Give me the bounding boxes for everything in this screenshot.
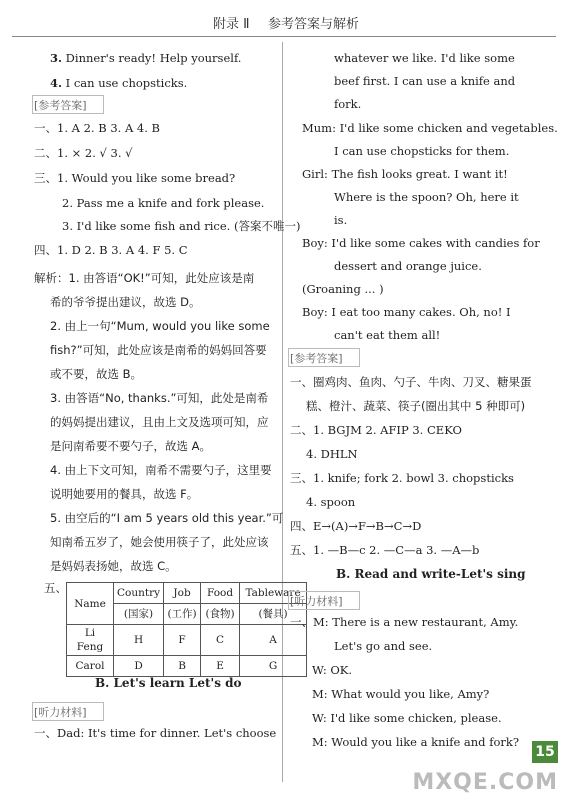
explanation-line: 的妈妈提出建议，且由上文及选项可知，应 xyxy=(50,415,269,429)
transcript-line: Mum: I'd like some chicken and vegetables. xyxy=(302,121,558,135)
answer-line: 4. spoon xyxy=(306,495,356,509)
transcript-line: whatever we like. I'd like some xyxy=(334,51,515,65)
transcript-line: fork. xyxy=(334,97,362,111)
watermark-logo: MXQE.COM xyxy=(412,770,558,795)
transcript-line: Boy: I eat too many cakes. Oh, no! I xyxy=(302,305,511,319)
table-row xyxy=(67,625,307,656)
explanation-line: 5. 由空后的“I am 5 years old this year.”可 xyxy=(50,511,284,525)
table-cell: D xyxy=(114,656,164,677)
table-cell: A xyxy=(240,625,307,656)
table-header: Country xyxy=(114,583,164,604)
table-header-cn: (餐具) xyxy=(240,604,307,625)
listen-line: M: What would you like, Amy? xyxy=(312,687,490,701)
explanation-line: 希的爷爷提出建议，故选 D。 xyxy=(50,295,201,309)
table-header: Food xyxy=(201,583,240,604)
answer-line: 一、1. A 2. B 3. A 4. B xyxy=(34,121,160,135)
explanation-line: 3. 由答语“No, thanks.”可知，此处是南希 xyxy=(50,391,269,405)
explanation-line: 4. 由上下文可知，南希不需要勺子，这里要 xyxy=(50,463,272,477)
table-header: Name xyxy=(67,583,114,625)
answer-line: 一、圈鸡肉、鱼肉、勺子、牛肉、刀叉、糖果蛋 xyxy=(290,375,532,389)
answer-line: 4. DHLN xyxy=(306,447,358,461)
table-cell: Carol xyxy=(67,656,114,677)
transcript-line: I can use chopsticks for them. xyxy=(334,144,510,158)
table-header: Tableware xyxy=(240,583,307,604)
section-five-label: 五、 xyxy=(44,581,67,595)
listen-line: W: OK. xyxy=(312,663,353,677)
answer-line: 二、1. BGJM 2. AFIP 3. CEKO xyxy=(290,423,462,437)
answer-line: 五、1. —B—c 2. —C—a 3. —A—b xyxy=(290,543,480,557)
answer-line: 四、E→(A)→F→B→C→D xyxy=(290,519,422,533)
header-rule xyxy=(12,36,556,37)
explanation-line: 2. 由上一句“Mum, would you like some xyxy=(50,319,270,333)
explanation-line: 知南希五岁了，她会使用筷子了，此处应该 xyxy=(50,535,269,549)
explanation-line: 说明她要用的餐具，故选 F。 xyxy=(50,487,199,501)
table-cell: E xyxy=(201,656,240,677)
listen-label: [听力材料] xyxy=(290,595,343,608)
transcript-line: is. xyxy=(334,213,348,227)
explanation-line: 解析：1. 由答语“OK!”可知，此处应该是南 xyxy=(34,271,255,285)
explanation-line: 是妈妈表扬她，故选 C。 xyxy=(50,559,177,573)
transcript-line: (Groaning ... ) xyxy=(302,282,384,296)
answer-line: 糕、橙汁、蔬菜、筷子(圈出其中 5 种即可) xyxy=(306,399,526,413)
explanation-line: 是问南希要不要勺子，故选 A。 xyxy=(50,439,212,453)
answer-line: 3. I'd like some fish and rice. (答案不唯一) xyxy=(62,219,301,233)
section-title-right: B. Read and write-Let's sing xyxy=(336,567,526,581)
answer-line: 二、1. × 2. √ 3. √ xyxy=(34,146,133,160)
table-header: Job xyxy=(164,583,201,604)
listen-line: M: Would you like a knife and fork? xyxy=(312,735,520,749)
header-title: 参考答案与解析 xyxy=(268,17,360,32)
answer-table xyxy=(66,582,307,677)
transcript-line: beef first. I can use a knife and xyxy=(334,74,516,88)
answer-line: 2. Pass me a knife and fork please. xyxy=(62,196,265,210)
table-cell: Li Feng xyxy=(67,625,114,656)
listen-line: Let's go and see. xyxy=(334,639,433,653)
table-header-cn: (工作) xyxy=(164,604,201,625)
section-title-left: B. Let's learn Let's do xyxy=(95,676,242,690)
table-cell: F xyxy=(164,625,201,656)
page-header xyxy=(0,0,568,40)
text-line: 3. Dinner's ready! Help yourself. xyxy=(50,51,242,65)
listen-line: 一、Dad: It's time for dinner. Let's choose xyxy=(34,726,277,740)
table-header-cn: (国家) xyxy=(114,604,164,625)
table-cell: C xyxy=(201,625,240,656)
table-row xyxy=(67,656,307,677)
page-number: 15 xyxy=(532,741,558,763)
answer-label: [参考答案] xyxy=(34,99,87,112)
explanation-line: 或不要，故选 B。 xyxy=(50,367,143,381)
transcript-line: can't eat them all! xyxy=(334,328,441,342)
table-cell: H xyxy=(114,625,164,656)
transcript-line: Girl: The fish looks great. I want it! xyxy=(302,167,508,181)
answer-label: [参考答案] xyxy=(290,352,343,365)
table-header-cn: (食物) xyxy=(201,604,240,625)
explanation-line: fish?”可知，此处应该是南希的妈妈回答要 xyxy=(50,343,267,357)
text-line: 4. I can use chopsticks. xyxy=(50,76,188,90)
transcript-line: Where is the spoon? Oh, here it xyxy=(334,190,519,204)
transcript-line: dessert and orange juice. xyxy=(334,259,482,273)
listen-label: [听力材料] xyxy=(34,706,87,719)
table-cell: G xyxy=(240,656,307,677)
listen-line: 一、M: There is a new restaurant, Amy. xyxy=(290,615,519,629)
listen-line: W: I'd like some chicken, please. xyxy=(312,711,502,725)
answer-line: 四、1. D 2. B 3. A 4. F 5. C xyxy=(34,243,188,257)
table-cell: B xyxy=(164,656,201,677)
answer-line: 三、1. knife; fork 2. bowl 3. chopsticks xyxy=(290,471,514,485)
answer-line: 三、1. Would you like some bread? xyxy=(34,171,236,185)
header-appendix: 附录 Ⅱ xyxy=(213,17,250,32)
transcript-line: Boy: I'd like some cakes with candies for xyxy=(302,236,540,250)
